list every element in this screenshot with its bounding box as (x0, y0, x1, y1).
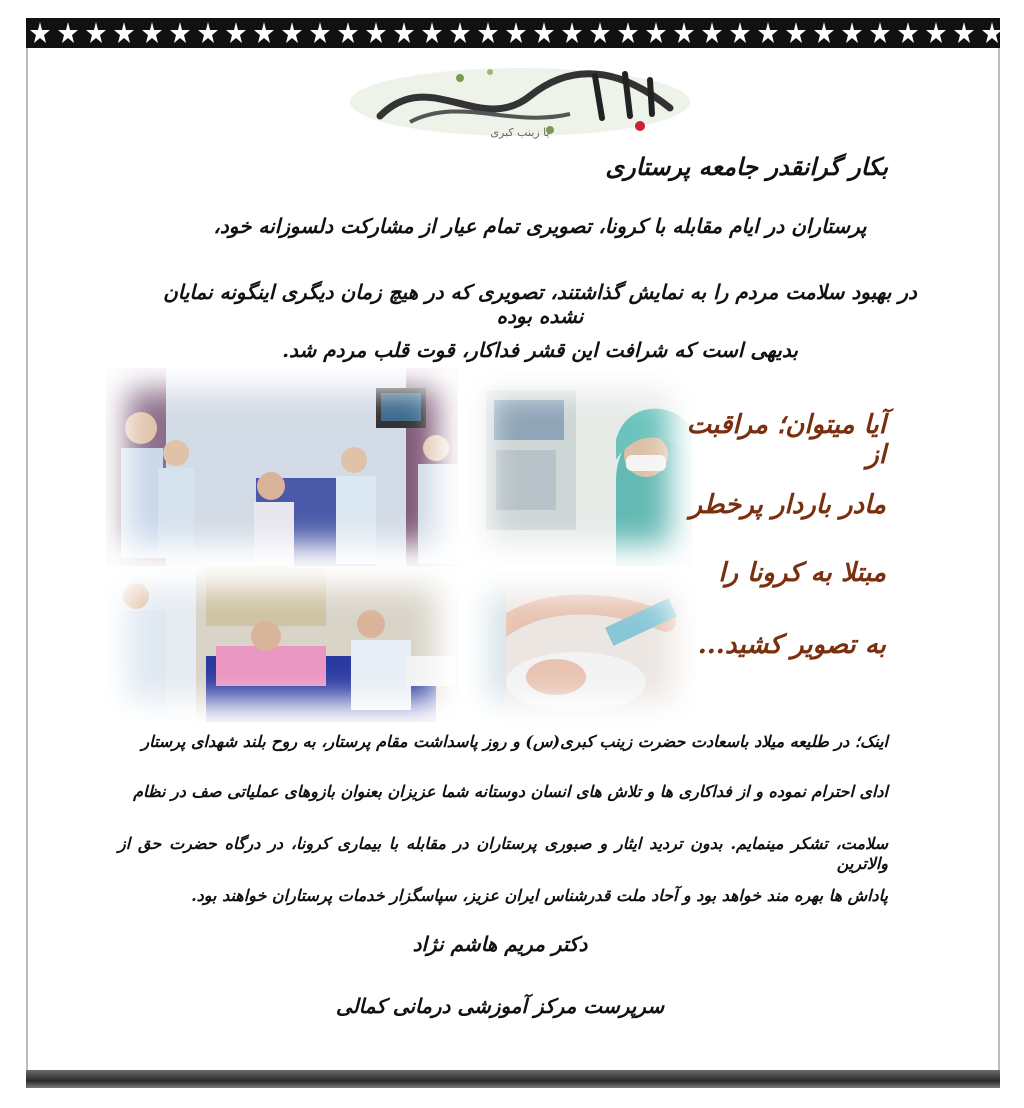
calligraphy-logo (340, 56, 700, 140)
body-line-2: ادای احترام نموده و از فداکاری ها و تلاش های انسان دوستانه شما عزیزان بعنوان بازوهای عملیاتی صف در نظام (133, 782, 888, 801)
body-line-3: سلامت، تشکر مینمایم. بدون تردید ایثار و صبوری پرستاران در مقابله با بیماری کرونا، در درگاه حضرت حق از والاترین (118, 834, 889, 873)
page-title: بکار گرانقدر جامعه پرستاری (605, 152, 888, 181)
intro-line-2: در بهبود سلامت مردم را به نمایش گذاشتند، تصویری که در هیچ زمان دیگری اینگونه نمایان نشده بوده (163, 280, 917, 328)
side-caption-line-4: به تصویر کشید... (697, 630, 886, 660)
body-line-1: اینک؛ در طلیعه میلاد باسعادت حضرت زینب کبری(س) و روز پاسداشت مقام پرستار، به روح بلند شهدای پرستار (141, 732, 888, 751)
newborn-care-photo (466, 572, 696, 722)
ward-staff-photo (106, 368, 458, 566)
intro-line-3: بدیهی است که شرافت این قشر فداکار، قوت قلب مردم شد. (282, 338, 798, 362)
side-caption-line-3: مبتلا به کرونا را (718, 558, 886, 588)
star-pattern (26, 18, 1000, 48)
patient-care-photo (106, 566, 458, 722)
signature-title: سرپرست مرکز آموزشی درمانی کمالی (335, 994, 665, 1018)
intro-line-1: پرستاران در ایام مقابله با کرونا، تصویری تمام عیار از مشارکت دلسوزانه خود، (213, 214, 867, 238)
bottom-border-band (26, 1070, 1000, 1088)
side-caption-line-1: آیا میتوان؛ مراقبت از (686, 410, 886, 470)
signature-name: دکتر مریم هاشم نژاد (412, 932, 588, 956)
side-caption-line-2: مادر باردار پرخطر (689, 490, 886, 520)
logo-text: یا زینب کبری (490, 126, 550, 139)
decorative-star-border-top (26, 18, 1000, 48)
body-line-4: پاداش ها بهره مند خواهد بود و آحاد ملت قدرشناس ایران عزیز، سپاسگزار خدمات پرستاران خواهند بود. (191, 886, 888, 905)
icu-nurse-photo (466, 370, 692, 566)
